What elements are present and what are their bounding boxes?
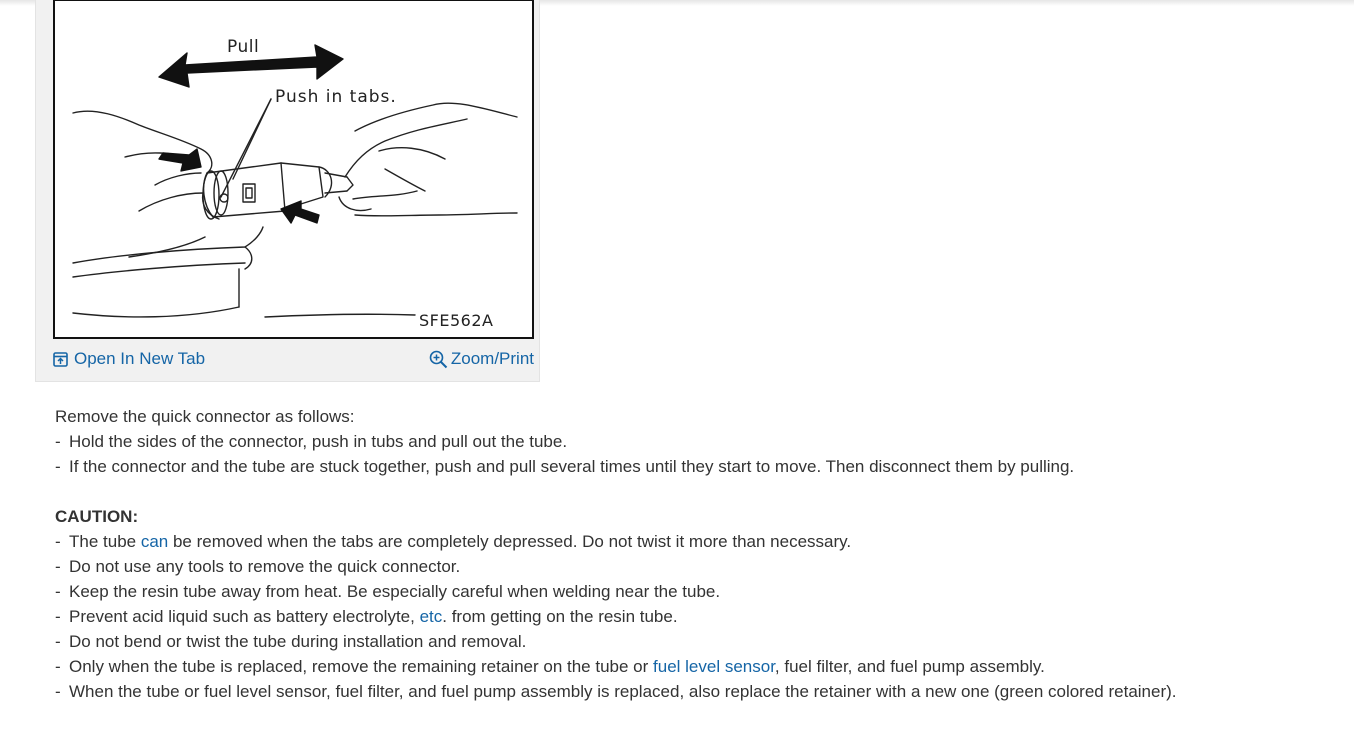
caution-item — [55, 529, 1335, 554]
caution-text: When the tube or fuel level sensor, fuel filter, and fuel pump assembly is replaced, also replace the retainer with a new one (green colored retainer). — [69, 682, 1177, 701]
bullet-dash: - — [55, 432, 61, 451]
bullet-dash: - — [55, 632, 61, 651]
figure-actions — [53, 346, 534, 376]
caution-text-part: . from getting on the resin tube. — [442, 607, 678, 626]
figure-image — [53, 0, 534, 339]
caution-item — [55, 604, 1335, 629]
bullet-dash: - — [55, 457, 61, 476]
caution-text — [69, 654, 1045, 679]
step-text: If the connector and the tube are stuck together, push and pull several times until they start to move. Then disconnect them by pulling. — [69, 457, 1075, 476]
figure-code: SFE562A — [419, 311, 494, 330]
caution-item — [55, 579, 1335, 604]
bullet-dash: - — [55, 557, 61, 576]
caution-text-part: Prevent acid liquid such as battery electrolyte, — [69, 607, 420, 626]
bullet-dash: - — [55, 657, 61, 676]
step-text: Hold the sides of the connector, push in tubs and pull out the tube. — [69, 432, 568, 451]
caution-text — [69, 604, 678, 629]
open-in-new-tab-label: Open In New Tab — [74, 349, 206, 368]
caution-text-part: The tube — [69, 532, 141, 551]
zoom-in-icon — [429, 350, 448, 369]
zoom-print-label: Zoom/Print — [450, 349, 534, 368]
spacer — [55, 479, 1335, 504]
glossary-link-can[interactable]: can — [140, 532, 169, 551]
bullet-dash: - — [55, 682, 61, 701]
caution-text-part: Only when the tube is replaced, remove the remaining retainer on the tube or — [69, 657, 654, 676]
open-in-new-tab-icon — [53, 352, 68, 367]
quick-connector-illustration — [55, 1, 532, 337]
caution-item — [55, 654, 1335, 679]
open-in-new-tab-link[interactable] — [53, 349, 205, 369]
caution-text: Do not bend or twist the tube during installation and removal. — [69, 632, 527, 651]
figure-label-pull: Pull — [227, 37, 260, 57]
figure-panel — [35, 0, 540, 382]
zoom-print-link[interactable] — [429, 349, 534, 369]
caution-item — [55, 629, 1335, 654]
figure-label-push-in-tabs: Push in tabs. — [275, 87, 397, 107]
glossary-link-fuel-level-sensor[interactable]: fuel level sensor — [653, 657, 775, 676]
step-item — [55, 429, 1335, 454]
caution-text — [69, 529, 851, 554]
caution-item — [55, 554, 1335, 579]
caution-text: Keep the resin tube away from heat. Be especially careful when welding near the tube. — [69, 582, 721, 601]
glossary-link-etc[interactable]: etc — [419, 607, 443, 626]
procedure-content — [55, 404, 1335, 704]
bullet-dash: - — [55, 582, 61, 601]
caution-text: Do not use any tools to remove the quick connector. — [69, 557, 461, 576]
caution-text-part: be removed when the tabs are completely depressed. Do not twist it more than necessary. — [168, 532, 852, 551]
bullet-dash: - — [55, 532, 61, 551]
step-item — [55, 454, 1335, 479]
intro-text: Remove the quick connector as follows: — [55, 407, 355, 426]
caution-item — [55, 679, 1335, 704]
caution-text-part: , fuel filter, and fuel pump assembly. — [774, 657, 1045, 676]
caution-title: CAUTION: — [55, 507, 139, 526]
bullet-dash: - — [55, 607, 61, 626]
